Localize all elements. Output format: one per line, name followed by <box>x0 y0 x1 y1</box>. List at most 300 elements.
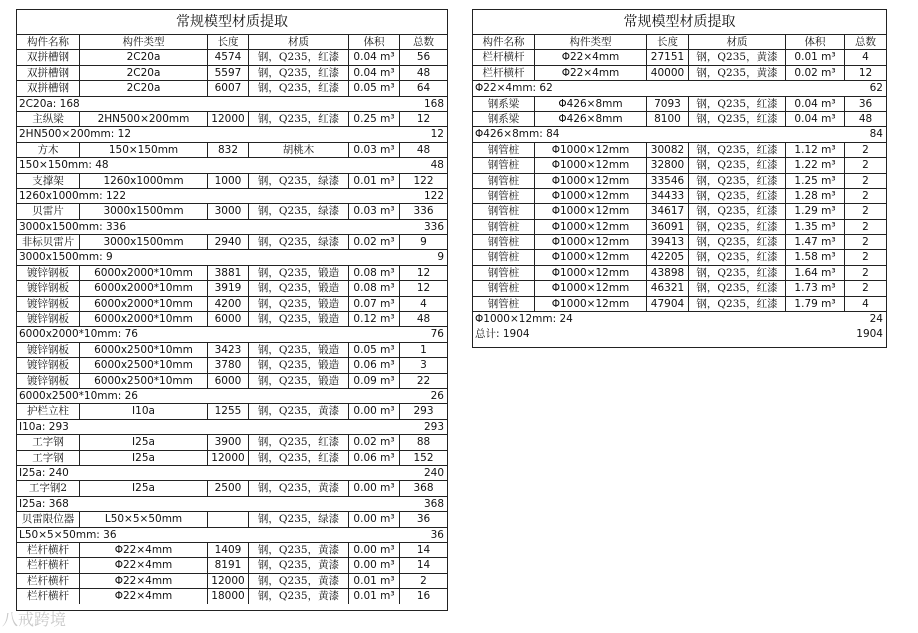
table-cell: 钢，Q235，红漆 <box>689 97 786 111</box>
table-cell: 336 <box>413 205 434 218</box>
table-cell: 152 <box>413 451 434 464</box>
table-cell: 0.12 m³ <box>349 312 400 326</box>
group-summary-total: 240 <box>423 466 444 479</box>
table-cell: 9 <box>420 236 427 249</box>
table-cell: 12 <box>416 282 431 295</box>
table-cell: 钢，Q235，黄漆 <box>249 404 349 418</box>
table-cell: 钢，Q235，红漆 <box>689 174 786 188</box>
group-summary-total: 76 <box>430 328 444 341</box>
table-cell: 48 <box>858 112 873 125</box>
table-cell: 39413 <box>647 235 689 249</box>
group-summary-total: 84 <box>869 128 883 141</box>
table-cell: 钢，Q235，黄漆 <box>249 543 349 557</box>
left-material-table <box>16 9 448 611</box>
group-summary-total: 36 <box>430 528 444 541</box>
table-cell: Φ1000×12mm <box>535 204 647 218</box>
group-summary-label: Φ1000×12mm: 24 <box>475 313 573 326</box>
table-cell: 18000 <box>208 589 249 604</box>
table-row <box>17 374 447 389</box>
table-cell: 钢，Q235，红漆 <box>689 266 786 280</box>
table-cell: 46321 <box>647 281 689 295</box>
table-cell: 1.29 m³ <box>786 204 845 218</box>
table-row <box>17 266 447 281</box>
table-row <box>17 204 447 219</box>
column-header: 总数 <box>855 36 876 48</box>
group-summary-total: 26 <box>430 389 444 402</box>
column-header: 长度 <box>647 35 689 49</box>
table-row <box>473 220 886 235</box>
table-row <box>17 343 447 358</box>
table-cell: 工字钢2 <box>17 481 80 495</box>
table-cell: 主纵梁 <box>17 112 80 126</box>
table-cell: 3780 <box>208 358 249 372</box>
column-header: 材质 <box>249 35 349 49</box>
table-cell: 1.73 m³ <box>786 281 845 295</box>
table-cell: 5597 <box>208 66 249 80</box>
right-table-title: 常规模型材质提取 <box>473 10 886 35</box>
group-summary-total: 293 <box>423 420 444 433</box>
table-cell: 0.00 m³ <box>349 558 400 572</box>
table-cell: 钢，Q235，红漆 <box>249 451 349 465</box>
table-cell: 4 <box>420 297 427 310</box>
table-cell: 钢管桩 <box>473 220 535 234</box>
table-row <box>17 512 447 527</box>
table-cell: 0.00 m³ <box>349 543 400 557</box>
table-row <box>473 143 886 158</box>
table-cell: 6000 <box>208 374 249 388</box>
table-cell: 非标贝雷片 <box>17 235 80 249</box>
table-cell: 0.25 m³ <box>349 112 400 126</box>
table-cell: 3000x1500mm <box>80 204 208 218</box>
group-summary-label: 2HN500×200mm: 12 <box>19 128 132 141</box>
group-summary-total: 24 <box>869 313 883 326</box>
table-row <box>17 358 447 373</box>
table-cell: Φ22×4mm <box>80 574 208 588</box>
column-header: 体积 <box>349 35 400 49</box>
table-cell: 1.28 m³ <box>786 189 845 203</box>
table-row <box>473 97 886 112</box>
table-cell: 钢，Q235，锻造 <box>249 312 349 326</box>
grand-total-row <box>473 327 886 341</box>
table-cell: 36091 <box>647 220 689 234</box>
table-cell: 2C20a <box>80 81 208 95</box>
table-cell: 钢，Q235，黄漆 <box>249 481 349 495</box>
group-summary-row <box>17 420 447 435</box>
table-cell: 6000x2500*10mm <box>80 374 208 388</box>
table-cell: 1.12 m³ <box>786 143 845 157</box>
table-row <box>17 174 447 189</box>
table-row <box>17 66 447 81</box>
table-cell: 0.05 m³ <box>349 343 400 357</box>
table-cell: 293 <box>413 405 434 418</box>
group-summary-label: 3000x1500mm: 336 <box>19 220 127 233</box>
table-cell: 钢，Q235，红漆 <box>689 250 786 264</box>
table-cell: Φ426×8mm <box>535 97 647 111</box>
table-cell: 钢，Q235，红漆 <box>689 220 786 234</box>
table-row <box>17 404 447 419</box>
table-cell: 2 <box>862 205 869 218</box>
table-cell: 钢管桩 <box>473 297 535 311</box>
table-cell: 3881 <box>208 266 249 280</box>
table-row <box>473 250 886 265</box>
column-header: 构件类型 <box>535 35 647 49</box>
table-cell: 4200 <box>208 297 249 311</box>
table-cell: 钢，Q235，黄漆 <box>249 589 349 604</box>
table-cell: 0.01 m³ <box>349 174 400 188</box>
table-cell: 钢，Q235，红漆 <box>249 112 349 126</box>
table-cell: 36 <box>416 513 431 526</box>
table-cell: 钢，Q235，锻造 <box>249 358 349 372</box>
group-summary-row <box>17 189 447 204</box>
table-row <box>473 112 886 127</box>
table-cell: 镀锌钢板 <box>17 343 80 357</box>
table-cell: Φ1000×12mm <box>535 281 647 295</box>
group-summary-row <box>17 220 447 235</box>
group-summary-row <box>473 312 886 327</box>
table-cell: 1.25 m³ <box>786 174 845 188</box>
table-row <box>17 235 447 250</box>
table-cell: 27151 <box>647 50 689 64</box>
table-cell: 12000 <box>208 112 249 126</box>
group-summary-total: 48 <box>430 159 444 172</box>
table-cell: Φ1000×12mm <box>535 189 647 203</box>
table-cell: 2 <box>862 189 869 202</box>
table-cell: 钢，Q235，红漆 <box>689 143 786 157</box>
table-cell: Φ1000×12mm <box>535 174 647 188</box>
table-row <box>473 281 886 296</box>
group-summary-row <box>17 158 447 173</box>
table-cell: 钢，Q235，锻造 <box>249 266 349 280</box>
right-table-body <box>473 35 886 327</box>
table-row <box>473 50 886 65</box>
table-cell: 钢，Q235，红漆 <box>249 50 349 64</box>
table-cell: 0.00 m³ <box>349 512 400 526</box>
group-summary-total: 336 <box>423 220 444 233</box>
group-summary-row <box>473 81 886 96</box>
table-cell <box>208 512 249 526</box>
table-cell: 钢，Q235，绿漆 <box>249 174 349 188</box>
table-cell: Φ1000×12mm <box>535 143 647 157</box>
table-cell: 护栏立柱 <box>17 404 80 418</box>
table-cell: 钢管桩 <box>473 266 535 280</box>
table-cell: 0.05 m³ <box>349 81 400 95</box>
table-row <box>473 235 886 250</box>
table-cell: 88 <box>416 436 431 449</box>
table-cell: 钢管桩 <box>473 174 535 188</box>
table-row <box>17 81 447 96</box>
table-cell: 2 <box>862 220 869 233</box>
table-cell: 3423 <box>208 343 249 357</box>
table-cell: Φ1000×12mm <box>535 250 647 264</box>
table-cell: 钢，Q235，锻造 <box>249 374 349 388</box>
table-cell: 支撑架 <box>17 174 80 188</box>
table-cell: 1.64 m³ <box>786 266 845 280</box>
table-cell: 6000x2000*10mm <box>80 312 208 326</box>
table-cell: 0.04 m³ <box>349 50 400 64</box>
right-material-table <box>472 9 887 348</box>
table-cell: 2 <box>862 159 869 172</box>
group-summary-total: 122 <box>423 189 444 202</box>
table-row <box>473 174 886 189</box>
table-row <box>17 112 447 127</box>
table-cell: 钢，Q235，红漆 <box>689 297 786 311</box>
table-cell: 0.06 m³ <box>349 451 400 465</box>
table-cell: 钢管桩 <box>473 158 535 172</box>
table-cell: I25a <box>80 481 208 495</box>
table-cell: 48 <box>416 66 431 79</box>
table-cell: 2500 <box>208 481 249 495</box>
table-cell: 2 <box>862 251 869 264</box>
group-summary-total: 168 <box>423 97 444 110</box>
table-cell: Φ22×4mm <box>80 558 208 572</box>
table-cell: 4574 <box>208 50 249 64</box>
table-cell: 钢，Q235，黄漆 <box>689 50 786 64</box>
table-cell: 12 <box>416 266 431 279</box>
group-summary-row <box>17 327 447 342</box>
table-cell: 镀锌钢板 <box>17 266 80 280</box>
group-summary-total: 62 <box>869 82 883 95</box>
table-cell: 钢，Q235，红漆 <box>689 158 786 172</box>
table-cell: Φ1000×12mm <box>535 266 647 280</box>
table-cell: 钢管桩 <box>473 189 535 203</box>
table-cell: 镀锌钢板 <box>17 358 80 372</box>
table-cell: 0.08 m³ <box>349 266 400 280</box>
table-cell: 0.04 m³ <box>349 66 400 80</box>
table-cell: 栏杆横杆 <box>17 558 80 572</box>
table-cell: 14 <box>416 559 431 572</box>
table-cell: 0.02 m³ <box>786 66 845 80</box>
table-cell: 4 <box>862 297 869 310</box>
table-row <box>17 50 447 65</box>
table-cell: 钢，Q235，红漆 <box>689 189 786 203</box>
table-cell: 镀锌钢板 <box>17 297 80 311</box>
table-cell: 栏杆横杆 <box>17 589 80 604</box>
table-cell: 0.09 m³ <box>349 374 400 388</box>
table-cell: 钢，Q235，绿漆 <box>249 235 349 249</box>
table-row <box>473 266 886 281</box>
group-summary-label: I25a: 368 <box>19 497 69 510</box>
table-cell: 0.01 m³ <box>349 574 400 588</box>
group-summary-label: Φ426×8mm: 84 <box>475 128 560 141</box>
table-cell: 1.22 m³ <box>786 158 845 172</box>
table-cell: 钢管桩 <box>473 204 535 218</box>
table-cell: 镀锌钢板 <box>17 312 80 326</box>
table-row <box>17 481 447 496</box>
table-cell: 镀锌钢板 <box>17 374 80 388</box>
table-cell: 0.01 m³ <box>786 50 845 64</box>
table-row <box>473 158 886 173</box>
table-cell: 12000 <box>208 574 249 588</box>
table-cell: 1000 <box>208 174 249 188</box>
table-cell: Φ22×4mm <box>535 66 647 80</box>
table-cell: 钢，Q235，红漆 <box>249 435 349 449</box>
group-summary-row <box>17 127 447 142</box>
table-cell: 32800 <box>647 158 689 172</box>
group-summary-total: 9 <box>437 251 444 264</box>
table-cell: 栏杆横杆 <box>17 543 80 557</box>
group-summary-label: 2C20a: 168 <box>19 97 80 110</box>
table-cell: 钢，Q235，黄漆 <box>249 558 349 572</box>
table-cell: 3 <box>420 359 427 372</box>
group-summary-label: 6000x2500*10mm: 26 <box>19 389 138 402</box>
table-cell: 钢管桩 <box>473 235 535 249</box>
table-cell: 0.06 m³ <box>349 358 400 372</box>
table-cell: 122 <box>413 174 434 187</box>
table-cell: 3900 <box>208 435 249 449</box>
table-cell: 33546 <box>647 174 689 188</box>
table-cell: 0.08 m³ <box>349 281 400 295</box>
column-header: 构件名称 <box>473 35 535 49</box>
table-cell: 1255 <box>208 404 249 418</box>
table-cell: 2 <box>420 574 427 587</box>
table-cell: 胡桃木 <box>249 143 349 157</box>
table-cell: 0.07 m³ <box>349 297 400 311</box>
table-cell: 0.03 m³ <box>349 143 400 157</box>
table-cell: 镀锌钢板 <box>17 281 80 295</box>
table-cell: 34617 <box>647 204 689 218</box>
table-cell: L50×5×50mm <box>80 512 208 526</box>
table-cell: Φ426×8mm <box>535 112 647 126</box>
table-cell: 1.79 m³ <box>786 297 845 311</box>
table-cell: 0.00 m³ <box>349 481 400 495</box>
table-cell: Φ22×4mm <box>80 543 208 557</box>
table-cell: 1.58 m³ <box>786 250 845 264</box>
table-cell: 0.00 m³ <box>349 404 400 418</box>
group-summary-label: L50×5×50mm: 36 <box>19 528 117 541</box>
table-cell: 钢系梁 <box>473 112 535 126</box>
table-cell: 2 <box>862 236 869 249</box>
table-cell: 钢，Q235，锻造 <box>249 297 349 311</box>
table-cell: 栏杆横杆 <box>473 66 535 80</box>
table-cell: 钢，Q235，红漆 <box>249 81 349 95</box>
table-cell: 48 <box>416 313 431 326</box>
table-row <box>17 312 447 327</box>
table-row <box>17 435 447 450</box>
table-cell: I25a <box>80 435 208 449</box>
table-cell: 钢，Q235，红漆 <box>689 204 786 218</box>
table-cell: 12 <box>858 66 873 79</box>
table-cell: 栏杆横杆 <box>17 574 80 588</box>
group-summary-row <box>17 466 447 481</box>
column-header: 总数 <box>413 36 434 48</box>
table-cell: 钢管桩 <box>473 281 535 295</box>
table-cell: I10a <box>80 404 208 418</box>
group-summary-label: I25a: 240 <box>19 466 69 479</box>
table-cell: 6000x2000*10mm <box>80 281 208 295</box>
table-row <box>17 543 447 558</box>
table-cell: 钢，Q235，绿漆 <box>249 512 349 526</box>
table-cell: 钢管桩 <box>473 250 535 264</box>
table-cell: 1.35 m³ <box>786 220 845 234</box>
table-cell: 1260x1000mm <box>80 174 208 188</box>
group-summary-label: 1260x1000mm: 122 <box>19 189 127 202</box>
table-cell: 双拼槽钢 <box>17 50 80 64</box>
table-row <box>17 451 447 466</box>
column-header: 材质 <box>689 35 786 49</box>
column-header: 体积 <box>786 35 845 49</box>
table-cell: 12 <box>416 112 431 125</box>
table-cell: 6000x2000*10mm <box>80 266 208 280</box>
table-row <box>473 297 886 312</box>
table-cell: 钢，Q235，锻造 <box>249 281 349 295</box>
table-cell: 钢管桩 <box>473 143 535 157</box>
table-cell: 2C20a <box>80 50 208 64</box>
group-summary-label: I10a: 293 <box>19 420 69 433</box>
table-row <box>473 189 886 204</box>
table-cell: 36 <box>858 97 873 110</box>
table-cell: 2 <box>862 266 869 279</box>
table-row <box>17 574 447 589</box>
group-summary-row <box>17 528 447 543</box>
table-row <box>17 143 447 158</box>
table-cell: 0.03 m³ <box>349 204 400 218</box>
group-summary-total: 368 <box>423 497 444 510</box>
table-cell: Φ22×4mm <box>80 589 208 604</box>
column-header: 构件名称 <box>17 35 80 49</box>
column-header: 长度 <box>208 35 249 49</box>
table-cell: 12000 <box>208 451 249 465</box>
table-cell: 43898 <box>647 266 689 280</box>
table-cell: 47904 <box>647 297 689 311</box>
table-cell: 3000 <box>208 204 249 218</box>
table-cell: 48 <box>416 143 431 156</box>
header-row <box>17 35 447 50</box>
header-row <box>473 35 886 50</box>
table-cell: 6000x2500*10mm <box>80 358 208 372</box>
table-cell: 方木 <box>17 143 80 157</box>
group-summary-row <box>473 127 886 142</box>
table-cell: 34433 <box>647 189 689 203</box>
table-row <box>17 297 447 312</box>
table-cell: 150×150mm <box>80 143 208 157</box>
table-cell: 2HN500×200mm <box>80 112 208 126</box>
table-cell: 钢，Q235，红漆 <box>689 235 786 249</box>
table-cell: 42205 <box>647 250 689 264</box>
group-summary-row <box>17 250 447 265</box>
table-cell: 8191 <box>208 558 249 572</box>
table-cell: I25a <box>80 451 208 465</box>
table-cell: 钢，Q235，红漆 <box>689 112 786 126</box>
table-cell: 2940 <box>208 235 249 249</box>
table-cell: Φ1000×12mm <box>535 235 647 249</box>
table-cell: 6000x2500*10mm <box>80 343 208 357</box>
table-cell: 368 <box>413 482 434 495</box>
column-header: 构件类型 <box>80 35 208 49</box>
table-cell: 40000 <box>647 66 689 80</box>
table-cell: 钢，Q235，黄漆 <box>689 66 786 80</box>
table-cell: 0.04 m³ <box>786 97 845 111</box>
table-cell: 0.04 m³ <box>786 112 845 126</box>
table-cell: 16 <box>416 590 431 603</box>
table-cell: 双拼槽钢 <box>17 66 80 80</box>
table-cell: 56 <box>416 51 431 64</box>
group-summary-label: 3000x1500mm: 9 <box>19 251 113 264</box>
table-cell: 贝雷片 <box>17 204 80 218</box>
group-summary-label: 150×150mm: 48 <box>19 159 109 172</box>
table-cell: 钢系梁 <box>473 97 535 111</box>
table-row <box>473 66 886 81</box>
table-cell: 2C20a <box>80 66 208 80</box>
table-cell: 4 <box>862 51 869 64</box>
left-table-title: 常规模型材质提取 <box>17 10 447 35</box>
table-cell: 钢，Q235，红漆 <box>689 281 786 295</box>
grand-total-value: 1904 <box>856 328 883 341</box>
table-cell: 工字钢 <box>17 435 80 449</box>
table-cell: 22 <box>416 374 431 387</box>
table-cell: 6000x2000*10mm <box>80 297 208 311</box>
table-row <box>473 204 886 219</box>
table-cell: 30082 <box>647 143 689 157</box>
